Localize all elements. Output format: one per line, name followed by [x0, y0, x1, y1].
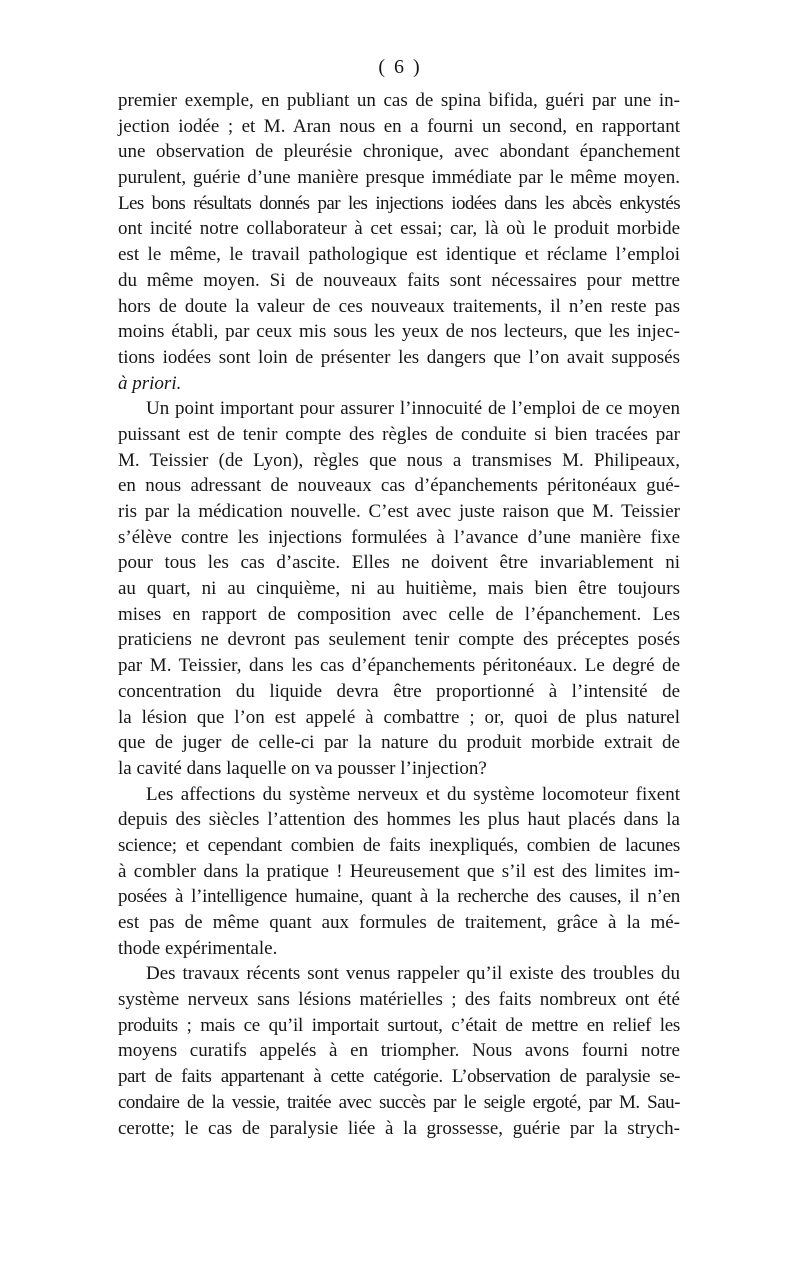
text-line: système nerveux sans lésions matérielles ; des faits nombreux ont été — [118, 989, 680, 1011]
text-line: puissant est de tenir compte des règles de conduite si bien tracées par — [118, 423, 680, 445]
text-line: Des travaux récents sont venus rappeler qu’il existe des troubles du — [146, 963, 680, 985]
text-line: la lésion que l’on est appelé à combattre ; or, quoi de plus naturel — [118, 706, 680, 728]
text-line: cerotte; le cas de paralysie liée à la grossesse, guérie par la strych- — [118, 1117, 680, 1139]
text-line: Les affections du système nerveux et du système locomoteur fixent — [146, 783, 680, 805]
text-line: praticiens ne devront pas seulement tenir compte des préceptes posés — [118, 629, 680, 651]
text-line: ont incité notre collaborateur à cet essai; car, là où le produit morbide — [118, 218, 680, 240]
text-line: en nous adressant de nouveaux cas d’épanchements péritonéaux gué- — [118, 475, 680, 497]
text-line: s’élève contre les injections formulées à l’avance d’une manière fixe — [118, 526, 680, 548]
text-line: est pas de même quant aux formules de traitement, grâce à la mé- — [118, 912, 680, 933]
text-line: mises en rapport de composition avec celle de l’épanchement. Les — [118, 603, 680, 625]
text-line: jection iodée ; et M. Aran nous en a fourni un second, en rapportant — [118, 115, 680, 137]
text-line: Les bons résultats donnés par les injections iodées dans les abcès enkystés — [118, 192, 680, 214]
paragraph-3 — [118, 782, 680, 962]
text-line: du même moyen. Si de nouveaux faits sont nécessaires pour mettre — [118, 269, 680, 291]
text-line: hors de doute la valeur de ces nouveaux traitements, il n’en reste pas — [118, 295, 680, 317]
paragraph-4 — [118, 961, 680, 1141]
text-line: thode expérimentale. — [118, 937, 278, 959]
paragraph-1 — [118, 88, 680, 396]
text-line: produits ; mais ce qu’il importait surtout, c’était de mettre en relief les — [118, 1014, 680, 1036]
text-line: moyens curatifs appelés à en triompher. Nous avons fourni notre — [118, 1040, 680, 1062]
text-line: par M. Teissier, dans les cas d’épanchements péritonéaux. Le degré de — [118, 655, 680, 677]
text-line: premier exemple, en publiant un cas de spina bifida, guéri par une in- — [118, 90, 680, 111]
text-line: M. Teissier (de Lyon), règles que nous a transmises M. Philipeaux, — [118, 449, 680, 471]
text-line: que de juger de celle-ci par la nature du produit morbide extrait de — [118, 732, 680, 754]
text-line: moins établi, par ceux mis sous les yeux de nos lecteurs, que les injec- — [118, 321, 680, 343]
text-line: pour tous les cas d’ascite. Elles ne doivent être invariablement ni — [118, 552, 680, 574]
text-line: concentration du liquide devra être proportionné à l’intensité de — [118, 680, 680, 702]
body-text — [118, 88, 680, 1141]
text-line: Un point important pour assurer l’innocuité de l’emploi de ce moyen — [146, 398, 680, 420]
text-line: à priori. — [118, 372, 182, 394]
text-line: tions iodées sont loin de présenter les dangers que l’on avait supposés — [118, 346, 680, 368]
text-line: depuis des siècles l’attention des hommes les plus haut placés dans la — [118, 809, 680, 831]
paragraph-2 — [118, 396, 680, 781]
text-line: une observation de pleurésie chronique, avec abondant épanchement — [118, 141, 680, 163]
text-line: au quart, ni au cinquième, ni au huitième, mais bien être toujours — [118, 578, 680, 600]
text-line: part de faits appartenant à cette catégorie. L’observation de paralysie se- — [118, 1066, 680, 1088]
text-line: ris par la médication nouvelle. C’est avec juste raison que M. Teissier — [118, 501, 680, 522]
text-line: posées à l’intelligence humaine, quant à la recherche des causes, il n’en — [118, 886, 680, 908]
text-line: science; et cependant combien de faits inexpliqués, combien de lacunes — [118, 834, 680, 856]
text-line: à combler dans la pratique ! Heureusement que s’il est des limites im- — [118, 860, 680, 882]
page-number: ( 6 ) — [378, 56, 422, 78]
text-line: la cavité dans laquelle on va pousser l’injection? — [118, 757, 487, 779]
text-line: condaire de la vessie, traitée avec succès par le seigle ergoté, par M. Sau- — [118, 1091, 680, 1113]
text-line: purulent, guérie d’une manière presque immédiate par le même moyen. — [118, 167, 680, 189]
text-line: est le même, le travail pathologique est identique et réclame l’emploi — [118, 244, 680, 266]
